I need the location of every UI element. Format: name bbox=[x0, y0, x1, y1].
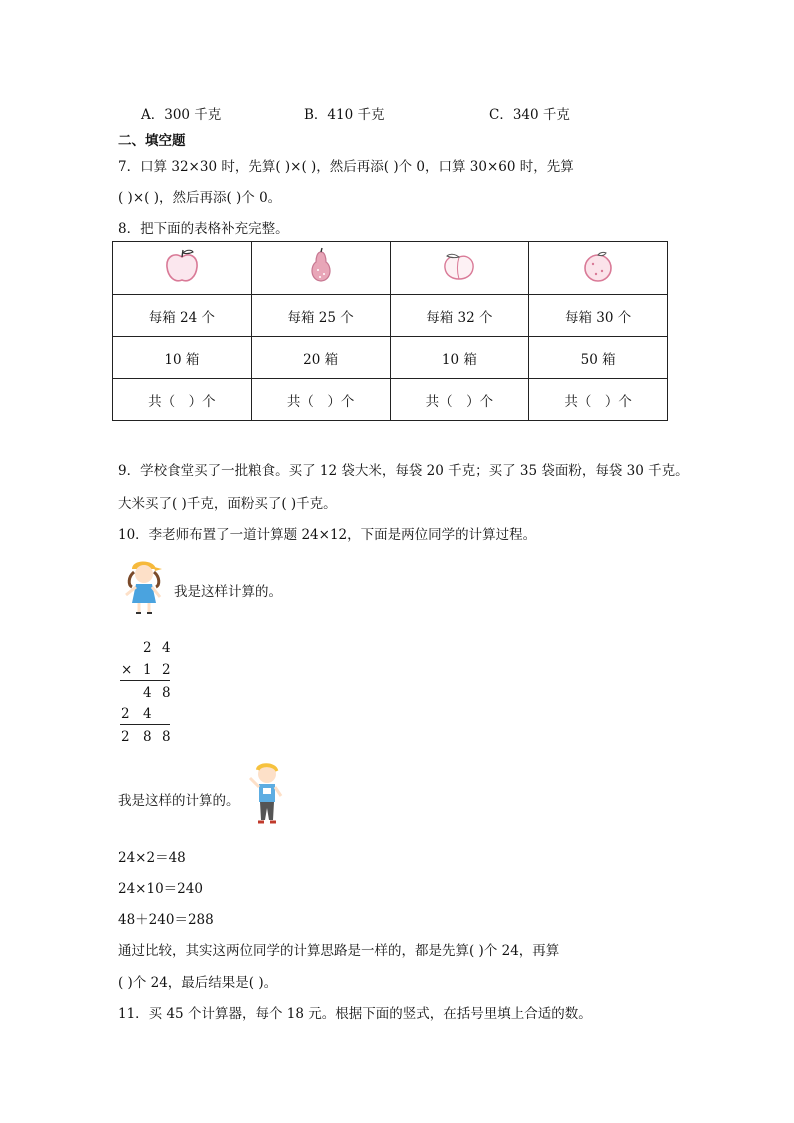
section-title: 二、填空题 bbox=[118, 133, 186, 149]
q9-line2: 大米买了( )千克，面粉买了( )千克。 bbox=[118, 496, 337, 512]
vertical-digit: 8 bbox=[162, 685, 171, 701]
table-cell: 共（ ）个 bbox=[390, 379, 529, 421]
table-cell: 共（ ）个 bbox=[113, 379, 252, 421]
q7-line1: 7．口算 32×30 时，先算( )×( )，然后再添( )个 0，口算 30×60 时，先算 bbox=[118, 159, 574, 175]
option-b: B．410 千克 bbox=[304, 107, 385, 123]
table-row bbox=[113, 337, 668, 379]
apple-icon bbox=[162, 246, 202, 286]
vertical-digit: 2 bbox=[121, 729, 130, 745]
multiply-sign: × bbox=[121, 662, 133, 678]
vertical-digit: 8 bbox=[143, 729, 152, 745]
q9-line1: 9．学校食堂买了一批粮食。买了 12 袋大米，每袋 20 千克；买了 35 袋面粉，每袋 30 千克。 bbox=[118, 463, 689, 479]
option-c: C．340 千克 bbox=[489, 107, 570, 123]
vertical-digit: 2 bbox=[143, 640, 152, 656]
table-cell bbox=[251, 242, 390, 295]
step-2: 24×10＝240 bbox=[118, 881, 203, 897]
q7-line2: ( )×( )，然后再添( )个 0。 bbox=[118, 190, 282, 206]
q11-line1: 11．买 45 个计算器，每个 18 元。根据下面的竖式，在括号里填上合适的数。 bbox=[118, 1006, 592, 1022]
table-cell: 10 箱 bbox=[390, 337, 529, 379]
table-cell bbox=[390, 242, 529, 295]
option-a: A．300 千克 bbox=[141, 107, 222, 123]
boy-speech: 我是这样的计算的。 bbox=[118, 793, 240, 809]
table-row bbox=[113, 379, 668, 421]
table-cell: 10 箱 bbox=[113, 337, 252, 379]
q8-prompt: 8．把下面的表格补充完整。 bbox=[118, 221, 289, 237]
table-cell bbox=[529, 242, 668, 295]
table-cell: 每箱 30 个 bbox=[529, 295, 668, 337]
conclusion-line1: 通过比较，其实这两位同学的计算思路是一样的，都是先算( )个 24，再算 bbox=[118, 943, 560, 959]
vertical-digit: 4 bbox=[143, 706, 152, 722]
fruit-table bbox=[112, 241, 668, 421]
pear-icon bbox=[301, 246, 341, 286]
vertical-digit: 2 bbox=[121, 706, 130, 722]
table-row bbox=[113, 242, 668, 295]
vertical-digit: 2 bbox=[162, 662, 171, 678]
vertical-digit: 8 bbox=[162, 729, 171, 745]
girl-speech: 我是这样计算的。 bbox=[174, 584, 282, 600]
peach-icon bbox=[439, 246, 479, 286]
table-cell: 每箱 32 个 bbox=[390, 295, 529, 337]
q10-line1: 10．李老师布置了一道计算题 24×12，下面是两位同学的计算过程。 bbox=[118, 527, 537, 543]
table-row bbox=[113, 295, 668, 337]
conclusion-line2: ( )个 24，最后结果是( )。 bbox=[118, 975, 278, 991]
table-cell: 共（ ）个 bbox=[529, 379, 668, 421]
table-cell: 50 箱 bbox=[529, 337, 668, 379]
vertical-divider bbox=[120, 724, 170, 725]
table-cell: 每箱 25 个 bbox=[251, 295, 390, 337]
step-3: 48＋240＝288 bbox=[118, 912, 214, 928]
boy-illustration bbox=[244, 760, 288, 830]
table-cell bbox=[113, 242, 252, 295]
table-cell: 共（ ）个 bbox=[251, 379, 390, 421]
vertical-digit: 4 bbox=[162, 640, 171, 656]
table-cell: 每箱 24 个 bbox=[113, 295, 252, 337]
vertical-digit: 1 bbox=[143, 662, 152, 678]
table-cell: 20 箱 bbox=[251, 337, 390, 379]
step-1: 24×2＝48 bbox=[118, 850, 186, 866]
vertical-digit: 4 bbox=[143, 685, 152, 701]
vertical-divider bbox=[120, 680, 170, 681]
girl-illustration bbox=[118, 555, 170, 617]
orange-icon bbox=[578, 246, 618, 286]
